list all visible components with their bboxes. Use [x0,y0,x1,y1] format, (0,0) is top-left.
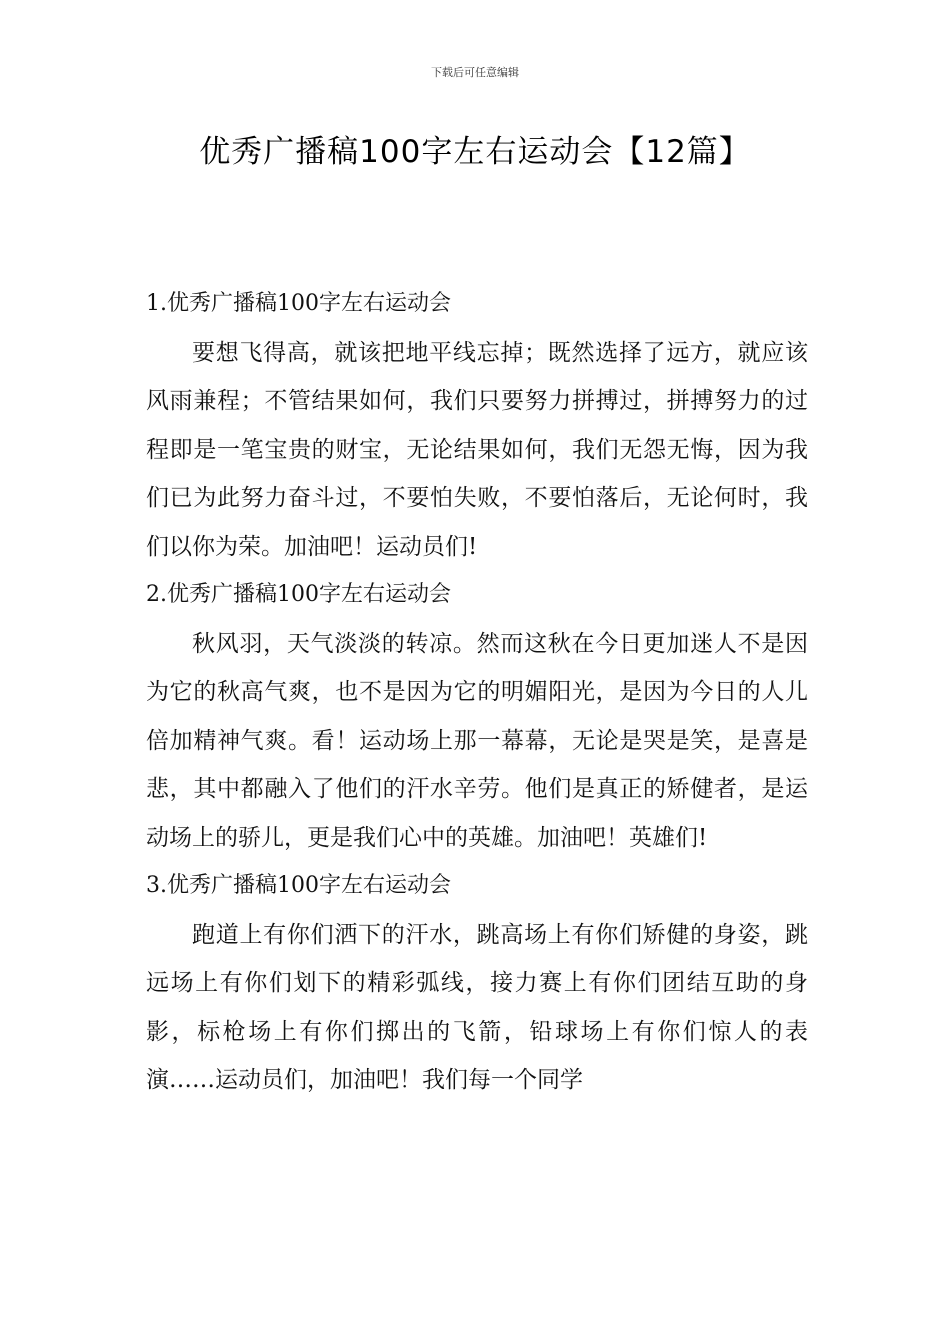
section-body: 跑道上有你们洒下的汗水，跳高场上有你们矫健的身姿，跳远场上有你们划下的精彩弧线，接力赛上有你们团结互助的身影，标枪场上有你们掷出的飞箭，铅球场上有你们惊人的表演……运动员们，加油吧！我们每一个同学 [146,921,808,1093]
section-1 [146,280,808,571]
section-body: 要想飞得高，就该把地平线忘掉；既然选择了远方，就应该风雨兼程；不管结果如何，我们只要努力拼搏过，拼搏努力的过程即是一笔宝贵的财宝，无论结果如何，我们无怨无悔，因为我们已为此努力奋斗过，不要怕失败，不要怕落后，无论何时，我们以你为荣。加油吧！运动员们! [146,339,808,560]
document-content [146,280,808,1105]
section-3 [146,862,808,1105]
section-heading: 1.优秀广播稿100字左右运动会 [146,291,451,316]
header-note: 下载后可任意编辑 [431,66,519,79]
section-heading: 3.优秀广播稿100字左右运动会 [146,873,451,898]
section-heading: 2.优秀广播稿100字左右运动会 [146,582,451,607]
document-title: 优秀广播稿100字左右运动会【12篇】 [199,134,751,170]
section-body: 秋风羽，天气淡淡的转凉。然而这秋在今日更加迷人不是因为它的秋高气爽，也不是因为它的明媚阳光，是因为今日的人儿倍加精神气爽。看！运动场上那一幕幕，无论是哭是笑，是喜是悲，其中都融入了他们的汗水辛劳。他们是真正的矫健者，是运动场上的骄儿，更是我们心中的英雄。加油吧！英雄们! [146,630,808,851]
section-2 [146,571,808,862]
